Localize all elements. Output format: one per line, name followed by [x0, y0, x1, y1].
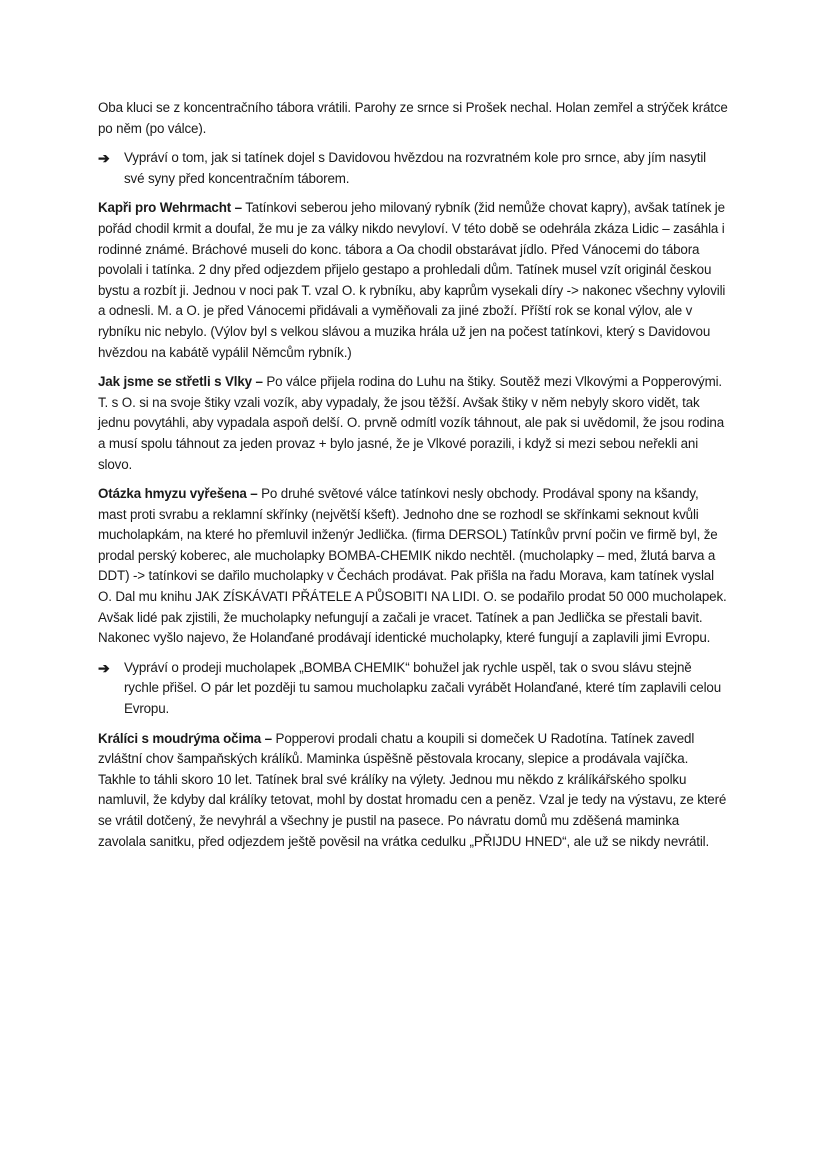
- paragraph-jak-jsme-se-stretli-s-vlky: [98, 372, 728, 475]
- section-heading: Otázka hmyzu vyřešena –: [98, 486, 258, 502]
- paragraph-text: Oba kluci se z koncentračního tábora vrátili. Parohy ze srnce si Prošek nechal. Holan zemřel a strýček krátce po něm (po válce).: [98, 100, 728, 136]
- paragraph-text: Po válce přijela rodina do Luhu na štiky. Soutěž mezi Vlkovými a Popperovými. T. s O. si na svoje štiky vzali vozík, aby vypadaly, že jsou těžší. Avšak štiky v něm nebyly skoro vidět, tak jednu povytáhli, aby vypadala aspoň delší. O. prvně odmítl vozík táhnout, ale pak si uvědomil, že jsou rodina a musí spolu táhnout za jeden provaz + bylo jasné, že je Vlkové porazili, i když si mezi sebou neřekli ani slovo.: [98, 374, 725, 472]
- paragraph-text: Tatínkovi seberou jeho milovaný rybník (žid nemůže chovat kapry), avšak tatínek je pořád chodil krmit a doufal, že mu je za války nikdo nevyloví. V této době se odehrála zkáza Lidic – zasáhla i rodinné známé. Bráchové museli do konc. tábora a Oa chodil obstarávat jídlo. Před Vánocemi do tábora povolali i tatínka. 2 dny před odjezdem přijelo gestapo a prohledali dům. Tatínek musel vzít originál českou bystu a rozbít ji. Jednou v noci pak T. vzal O. k rybníku, aby kaprům vysekali díry -> nakonec všechny vylovili a odnesli. M. a O. je před Vánocemi přidávali a vyměňovali za jiné zboží. Příští rok se konal výlov, ale v rybníku nic nebylo. (Výlov byl s velkou slávou a muzika hrála už jen na počest tatínkovi, který s Davidovou hvězdou na kabátě vypálil Němcům rybník.): [98, 200, 726, 360]
- arrow-right-icon: ➔: [98, 150, 110, 167]
- bullet-text: Vypráví o prodeji mucholapek „BOMBA CHEMIK“ bohužel jak rychle uspěl, tak o svou slávu stejně rychle přišel. O pár let později tu samou mucholapku začali vyrábět Holanďané, které tím zaplavili celou Evropu.: [124, 659, 721, 717]
- paragraph-kralici-s-moudryma-ocima: [98, 729, 728, 853]
- section-heading: Králíci s moudrýma očima –: [98, 730, 272, 746]
- paragraph-intro: [98, 98, 728, 139]
- paragraph-text: Po druhé světové válce tatínkovi nesly obchody. Prodával spony na kšandy, mast proti svrabu a reklamní skřínky (největší kšeft). Jednoho dne se rozhodl se skřínkami seknout kvůli mucholapkám, na které ho přemluvil inženýr Jedlička. (firma DERSOL) Tatínkův první počin ve firmě byl, že prodal perský koberec, ale mucholapky BOMBA-CHEMIK nikdo nechtěl. (mucholapky – med, žlutá barva a DDT) -> tatínkovi se dařilo mucholapky v Čechách prodávat. Pak přišla na řadu Morava, kam tatínek vyslal O. Dal mu knihu JAK ZÍSKÁVATI PŘÁTELE A PŮSOBITI NA LIDI. O. se podařilo prodat 50 000 mucholapek. Avšak lidé pak zjistili, že mucholapky nefungují a začali je vracet. Tatínek a pan Jedlička se přestali bavit. Nakonec vyšlo najevo, že Holanďané prodávají identické mucholapky, které fungují a zaplavili jimi Evropu.: [98, 486, 727, 646]
- paragraph-text: Popperovi prodali chatu a koupili si domeček U Radotína. Tatínek zavedl zvláštní chov šampaňských králíků. Maminka úspěšně pěstovala krocany, slepice a prodávala vajíčka. Takhle to táhli skoro 10 let. Tatínek bral své králíky na výlety. Jednou mu někdo z králíkářského spolku namluvil, že kdyby dal králíky tetovat, mohl by dostat hromadu cen a peněz. Vzal je tedy na výstavu, ze které se vrátil dotčený, že nevyhrál a všechny je pustil na pasece. Po návratu domů mu zděšená maminka zavolala sanitku, před odjezdem ještě pověsil na vrátka cedulku „PŘIJDU HNED“, ale už se nikdy nevrátil.: [98, 730, 727, 849]
- arrow-right-icon: ➔: [98, 659, 110, 676]
- section-heading: Jak jsme se střetli s Vlky –: [98, 374, 263, 390]
- paragraph-otazka-hmyzu-vyresena: [98, 484, 728, 649]
- bullet-text: Vypráví o tom, jak si tatínek dojel s Davidovou hvězdou na rozvratném kole pro srnce, aby jím nasytil své syny před koncentračním táborem.: [124, 150, 707, 186]
- paragraph-kapri-pro-wehrmacht: [98, 198, 728, 363]
- bullet-item-deer: [98, 148, 728, 189]
- document-page: [98, 98, 728, 861]
- bullet-item-bomba-chemik: [98, 658, 728, 720]
- section-heading: Kapři pro Wehrmacht –: [98, 200, 242, 216]
